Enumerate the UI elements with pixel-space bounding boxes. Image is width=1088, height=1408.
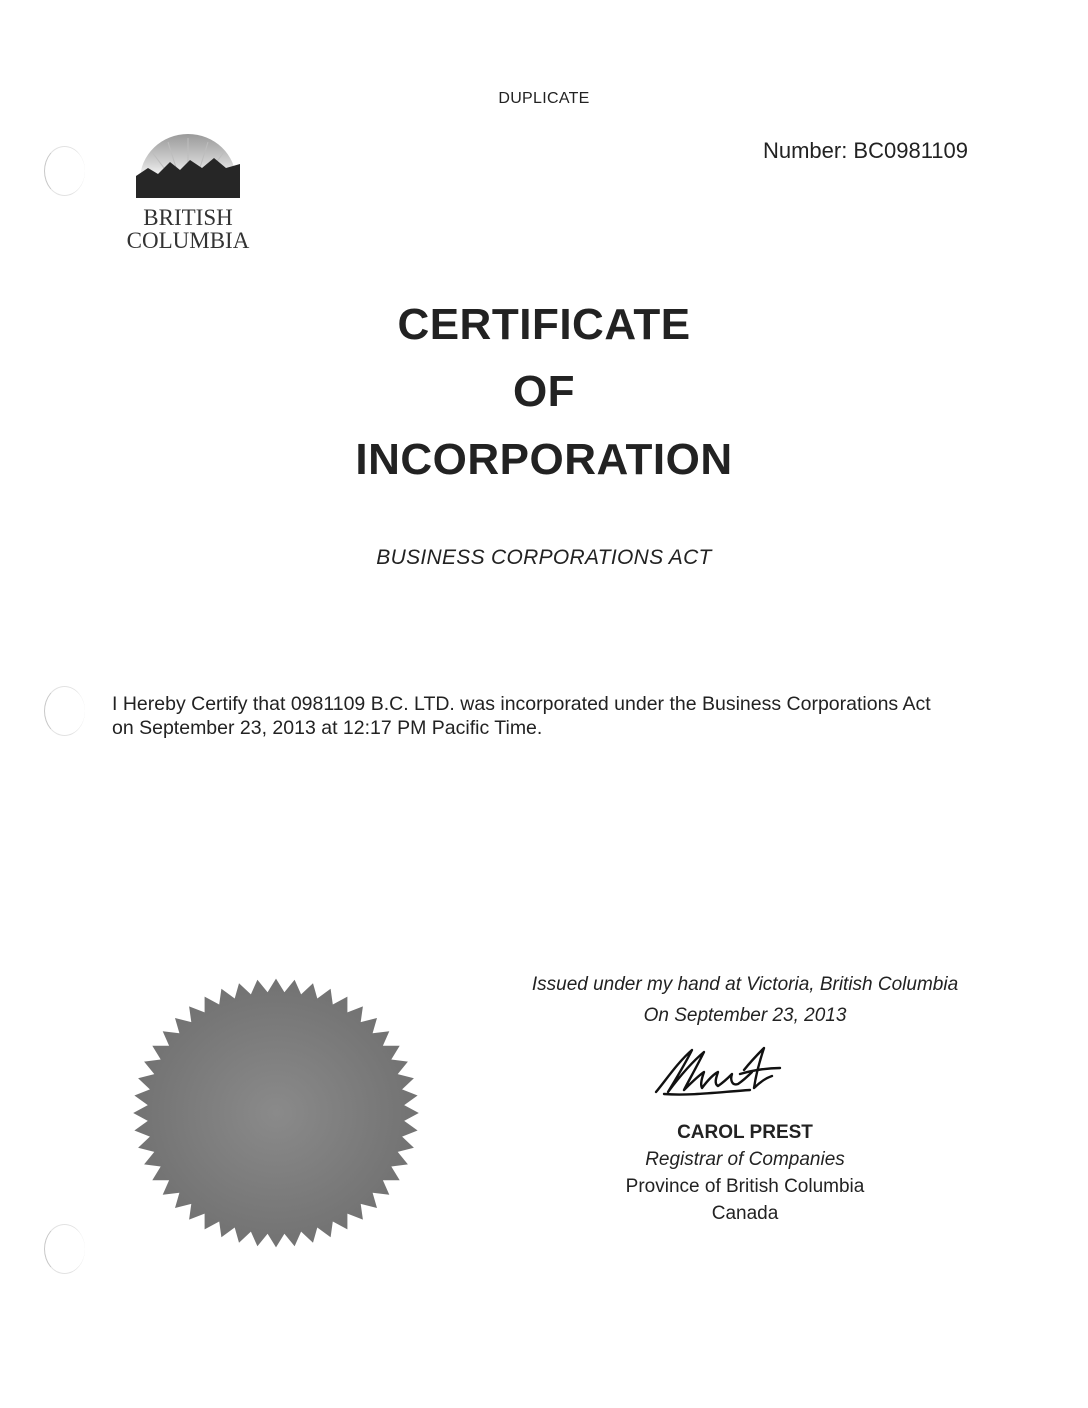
registrar-province: Province of British Columbia <box>625 1176 865 1197</box>
title-line-of: OF <box>512 367 576 416</box>
punch-hole-bottom <box>44 1224 85 1274</box>
registrar-country: Canada <box>711 1203 779 1224</box>
issued-place: Issued under my hand at Victoria, British Columbia <box>531 974 959 995</box>
duplicate-stamp: DUPLICATE <box>498 90 590 107</box>
issued-date: On September 23, 2013 <box>643 1005 847 1026</box>
logo-text-columbia: COLUMBIA <box>126 228 250 253</box>
certification-statement <box>112 692 1012 740</box>
certification-line-2: on September 23, 2013 at 12:17 PM Pacific Time. <box>112 717 543 739</box>
seal-icon <box>126 972 426 1254</box>
punch-hole-top <box>44 146 85 196</box>
signature-icon <box>640 1040 840 1104</box>
title-line-incorporation: INCORPORATION <box>355 435 733 484</box>
punch-hole-middle <box>44 686 85 736</box>
certificate-number: Number: BC0981109 <box>762 138 968 163</box>
logo-sun-mountains-icon <box>118 134 258 204</box>
logo-text-british: BRITISH <box>143 205 233 230</box>
registrar-name: CAROL PREST <box>677 1122 813 1143</box>
british-columbia-logo-icon <box>118 134 258 254</box>
certification-line-1: I Hereby Certify that 0981109 B.C. LTD. was incorporated under the Business Corporations Act <box>112 693 931 715</box>
title-line-certificate: CERTIFICATE <box>397 300 691 349</box>
act-name: BUSINESS CORPORATIONS ACT <box>376 546 712 569</box>
registrar-title: Registrar of Companies <box>645 1149 845 1170</box>
